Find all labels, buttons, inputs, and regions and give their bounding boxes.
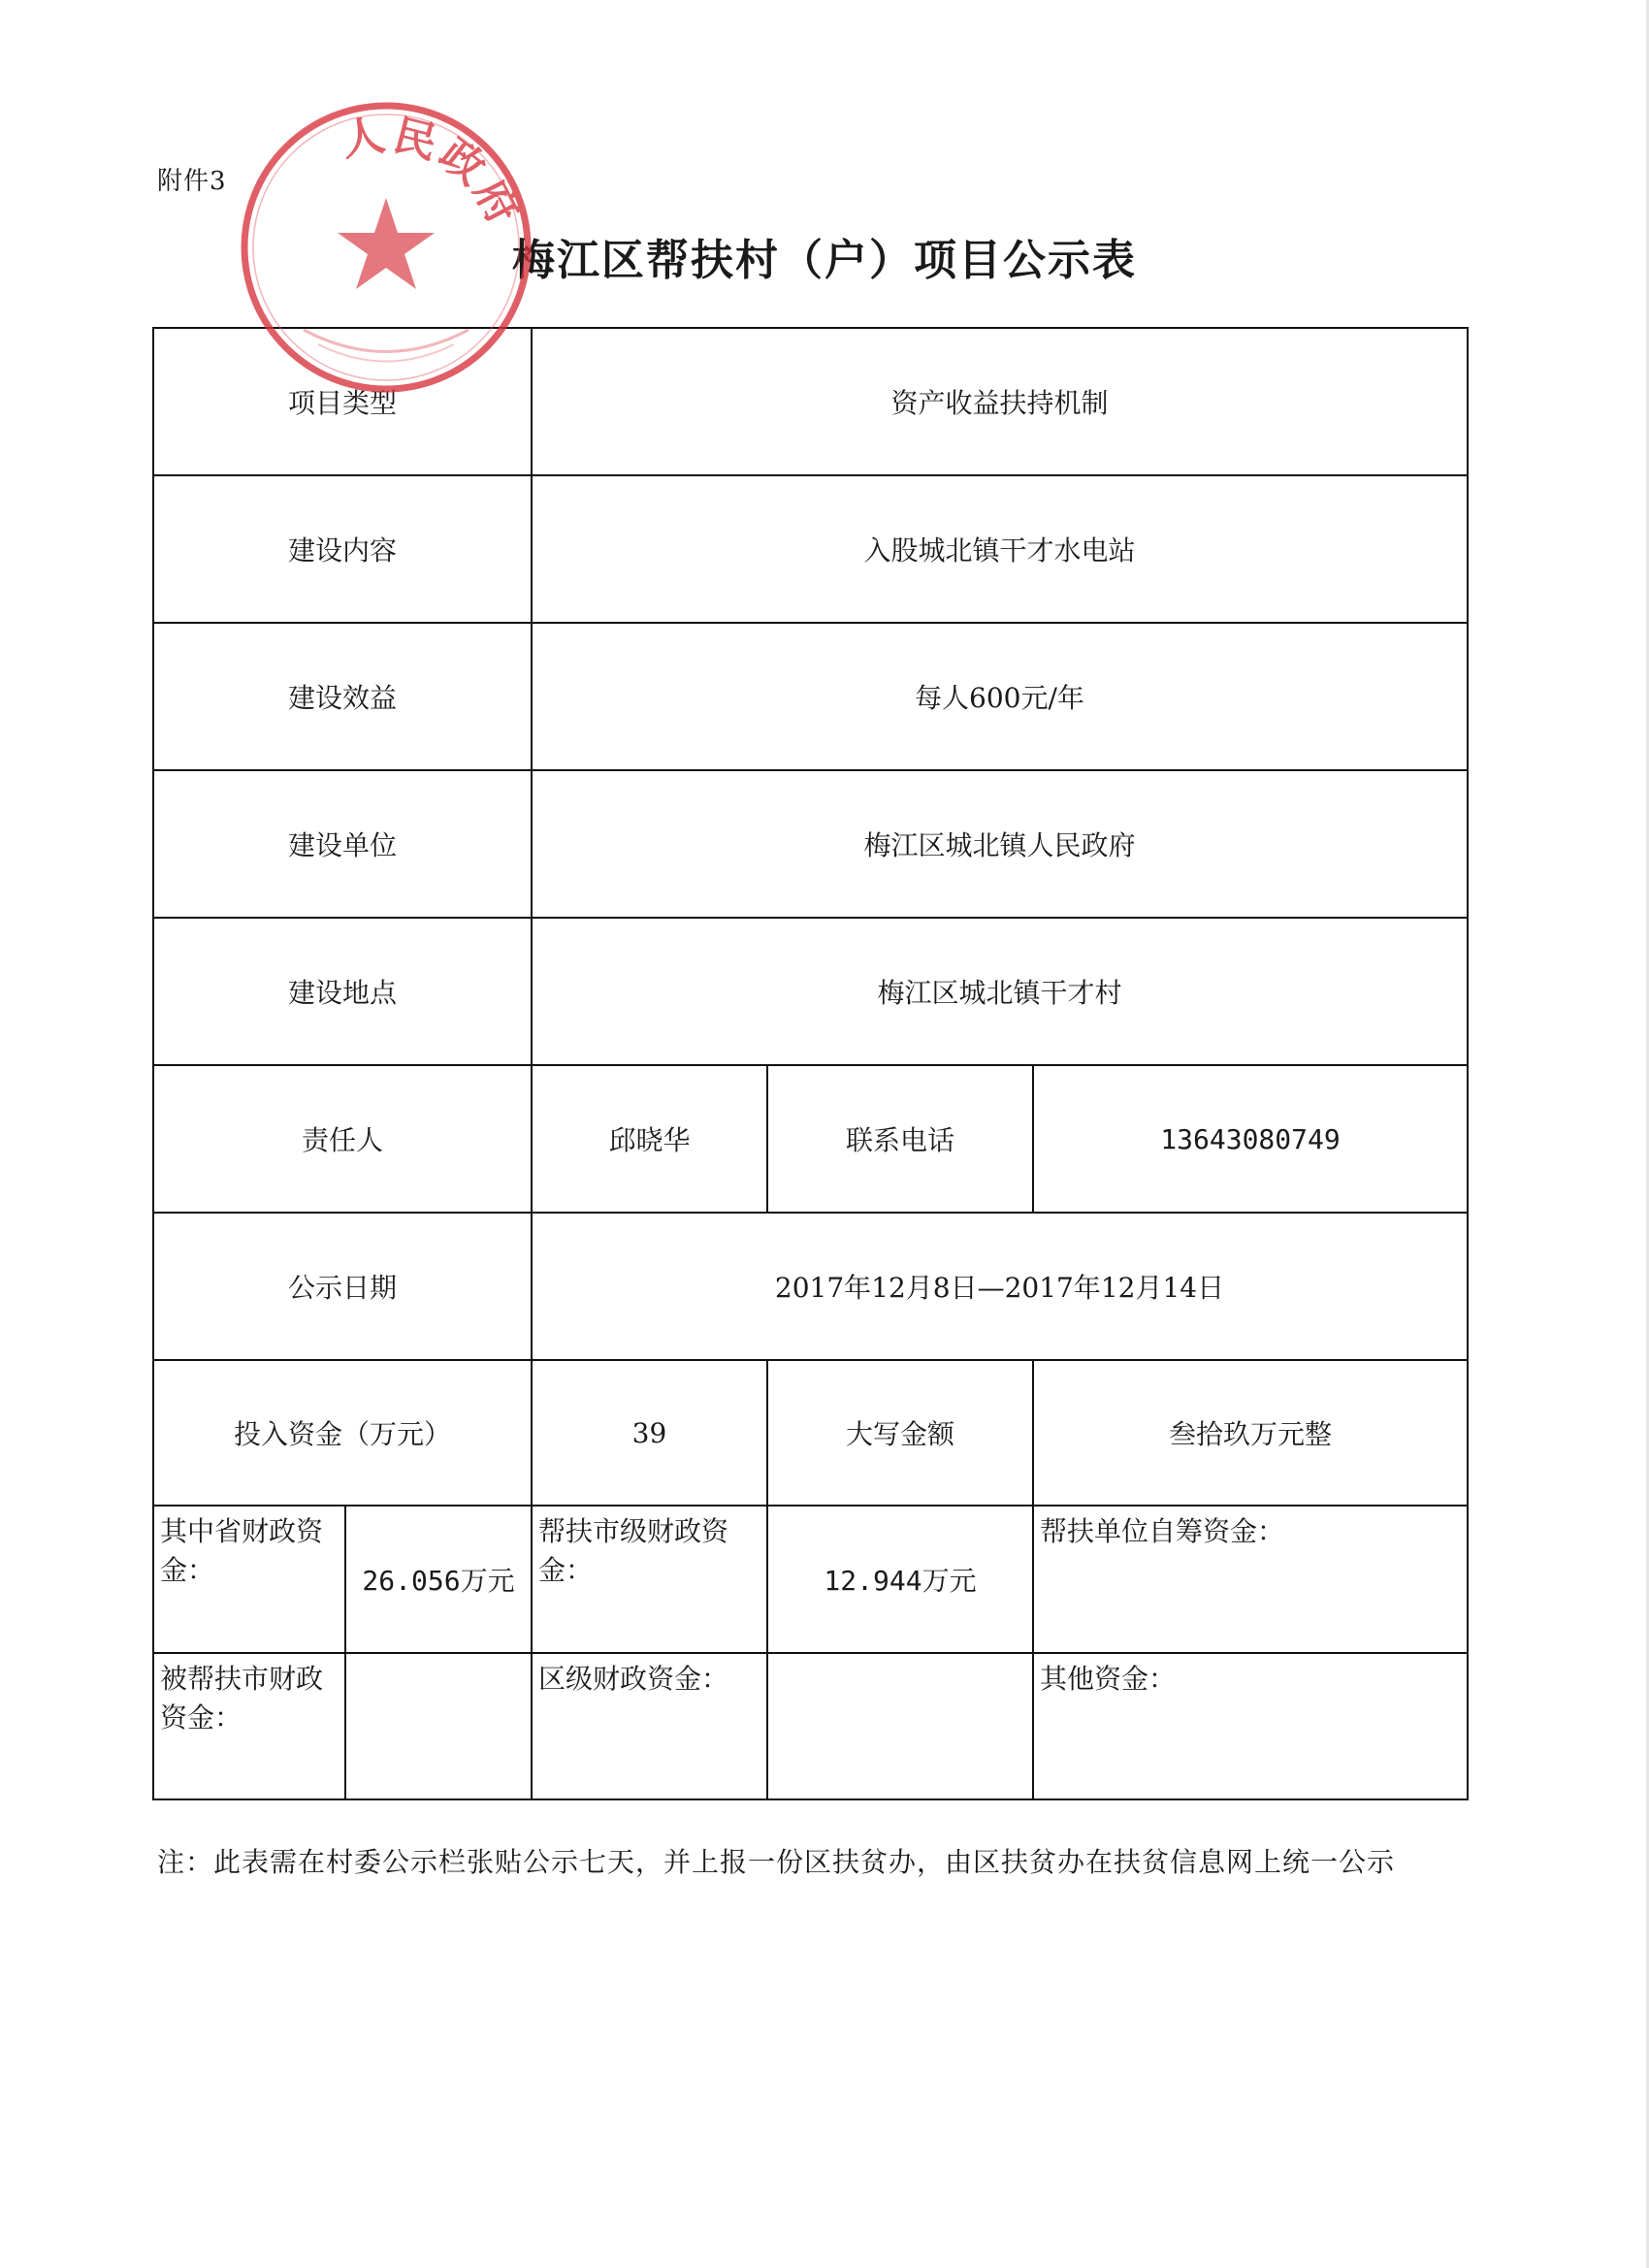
svg-text:人民政府 bbox=[338, 110, 530, 236]
seal-star-icon bbox=[338, 198, 435, 289]
benefit-value: 每人600元/年 bbox=[533, 624, 1467, 771]
responsible-label: 责任人 bbox=[154, 1066, 533, 1214]
district-value bbox=[768, 1654, 1034, 1798]
phone-value: 13643080749 bbox=[1034, 1066, 1467, 1214]
footer-note: 注：此表需在村委公示栏张贴公示七天，并上报一份区扶贫办，由区扶贫办在扶贫信息网上统一公示 bbox=[157, 1846, 1396, 1878]
district-label: 区级财政资金： bbox=[533, 1654, 768, 1798]
benefit-label: 建设效益 bbox=[154, 624, 533, 771]
self-raised-label: 帮扶单位自筹资金： bbox=[1034, 1507, 1467, 1654]
date-label: 公示日期 bbox=[154, 1214, 533, 1361]
other-funds-label: 其他资金： bbox=[1040, 1663, 1177, 1695]
responsible-value: 邱晓华 bbox=[533, 1066, 768, 1214]
location-label: 建设地点 bbox=[154, 919, 533, 1066]
city-label: 帮扶市级财政资金： bbox=[533, 1507, 768, 1654]
fund-label: 投入资金（万元） bbox=[154, 1361, 533, 1507]
capital-value: 叁拾玖万元整 bbox=[1034, 1361, 1467, 1507]
assisted-city-label: 被帮扶市财政资金： bbox=[154, 1654, 346, 1798]
city-value: 12.944万元 bbox=[768, 1507, 1034, 1654]
page-title: 梅江区帮扶村（户）项目公示表 bbox=[512, 236, 1137, 285]
location-value: 梅江区城北镇干才村 bbox=[533, 919, 1467, 1066]
date-value: 2017年12月8日—2017年12月14日 bbox=[533, 1214, 1467, 1361]
official-seal-stamp bbox=[236, 97, 536, 398]
provincial-value: 26.056万元 bbox=[346, 1507, 533, 1654]
attachment-label: 附件3 bbox=[157, 167, 227, 196]
provincial-label: 其中省财政资金： bbox=[154, 1507, 346, 1654]
seal-ring-text: 人民政府 bbox=[338, 110, 531, 236]
content-label: 建设内容 bbox=[154, 476, 533, 624]
assisted-city-value bbox=[346, 1654, 533, 1798]
project-type-label: 项目类型 bbox=[154, 329, 533, 476]
unit-label: 建设单位 bbox=[154, 771, 533, 919]
unit-value: 梅江区城北镇人民政府 bbox=[533, 771, 1467, 919]
fund-value: 39 bbox=[533, 1361, 768, 1507]
content-value: 入股城北镇干才水电站 bbox=[533, 476, 1467, 624]
project-type-value: 资产收益扶持机制 bbox=[533, 329, 1467, 476]
phone-label: 联系电话 bbox=[768, 1066, 1034, 1214]
project-table bbox=[152, 327, 1469, 1800]
capital-label: 大写金额 bbox=[768, 1361, 1034, 1507]
